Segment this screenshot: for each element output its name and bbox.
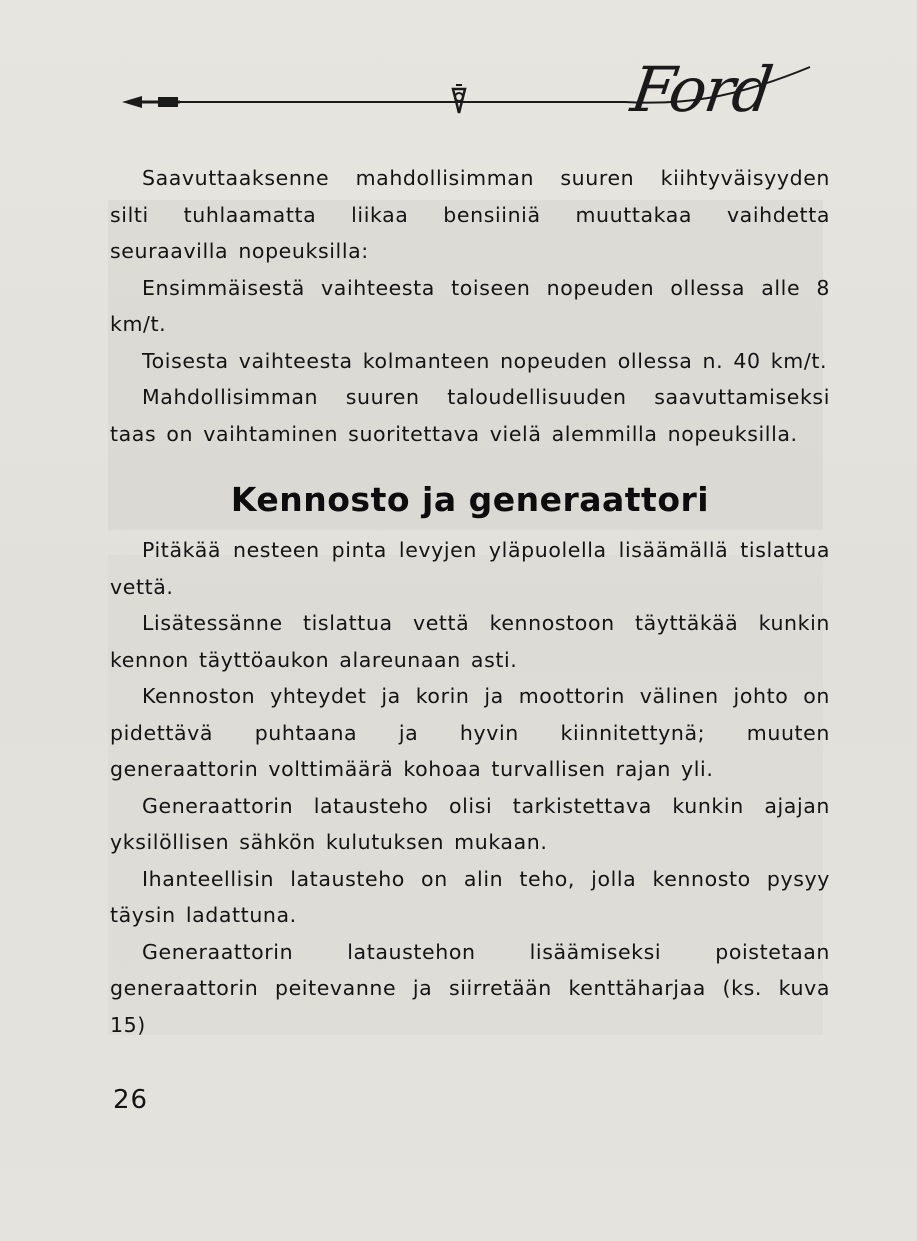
ford-logo: Ford [626, 53, 776, 126]
arrow-fletch-icon [158, 97, 178, 107]
paragraph: Toisesta vaihteesta kolmanteen nopeuden ollessa n. 40 km/t. [142, 348, 828, 373]
page-number: 26 [113, 1085, 149, 1115]
paragraph: Kennoston yhteydet ja korin ja moottorin välinen johto on pidettävä puhtaana ja hyvin kiinnitettynä; muuten generaattorin volttimäärä kohoaa turvallisen rajan yli. [110, 684, 830, 781]
paragraph: Generaattorin lataustehon lisäämiseksi poistetaan generaattorin peitevanne ja siirretään kenttäharjaa (ks. kuva 15) [110, 939, 830, 1037]
section-heading: Kennosto ja generaattori [230, 480, 710, 519]
paragraph: Generaattorin latausteho olisi tarkistettava kunkin ajajan yksilöllisen sähkön kulutuksen mukaan. [110, 793, 830, 854]
paragraph: Pitäkää nesteen pinta levyjen yläpuolella lisäämällä tislattua vettä. [110, 538, 830, 599]
paragraph: Mahdollisimman suuren taloudellisuuden saavuttamiseksi taas on vaihtaminen suoritettava vielä alemmilla nopeuksilla. [110, 385, 830, 446]
main-text [110, 160, 830, 1043]
paragraph: Ihanteellisin latausteho on alin teho, jolla kennosto pysyy täysin ladattuna. [110, 866, 830, 927]
v8-emblem-icon [453, 85, 465, 113]
paragraph: Ensimmäisestä vaihteesta toiseen nopeuden ollessa alle 8 km/t. [110, 275, 830, 336]
page-header [120, 55, 820, 130]
paragraph: Saavuttaaksenne mahdollisimman suuren kiihtyväisyyden silti tuhlaamatta liikaa bensiiniä muuttakaa vaihdetta seuraavilla nopeuksilla: [110, 166, 830, 263]
arrow-tip-icon [122, 96, 142, 108]
paragraph: Lisätessänne tislattua vettä kennostoon täyttäkää kunkin kennon täyttöaukon alareunaan asti. [110, 611, 830, 672]
